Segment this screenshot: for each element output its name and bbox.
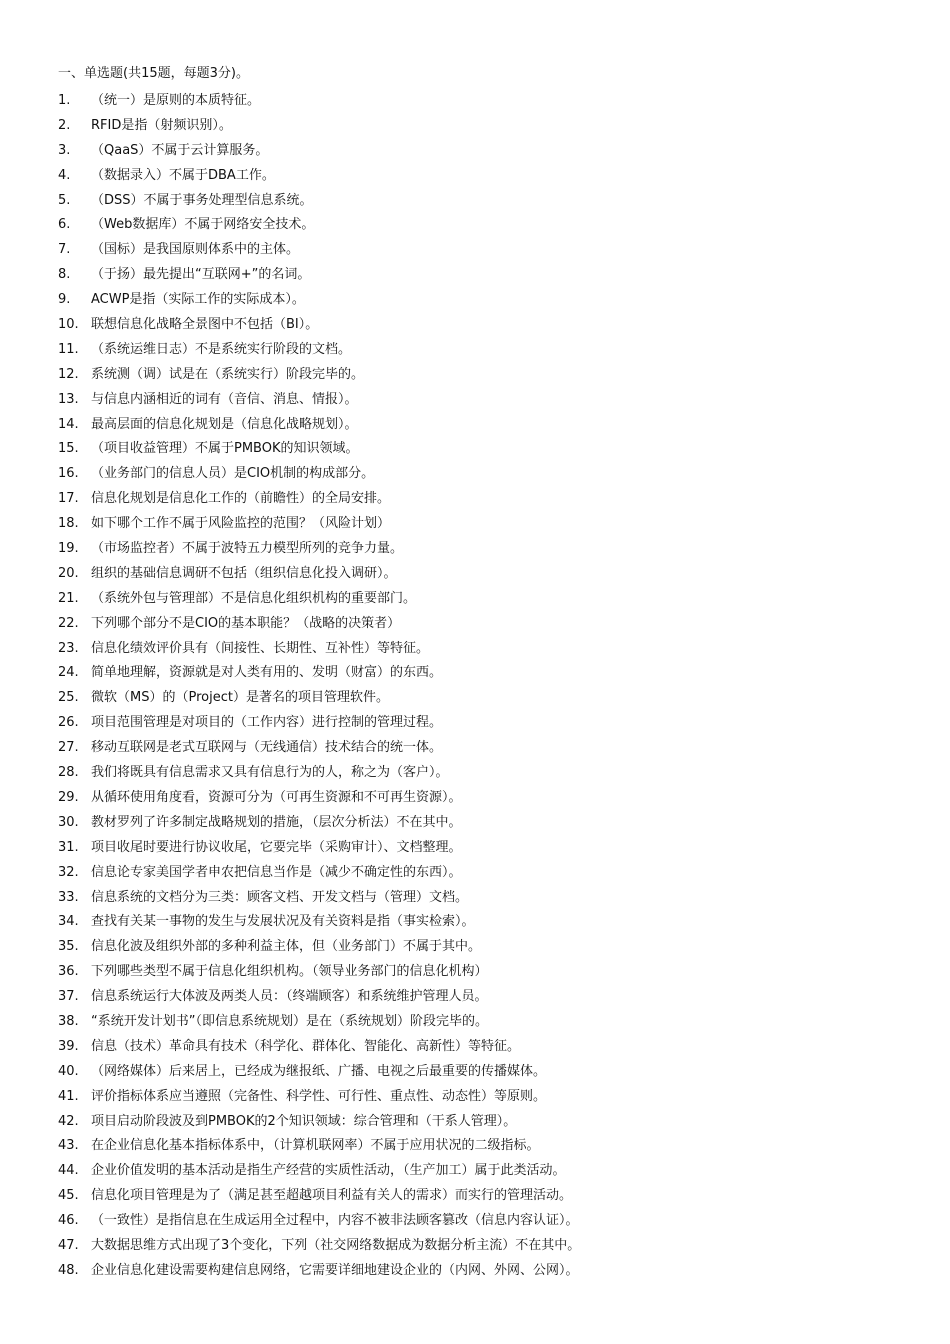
question-item [58,238,580,263]
question-item [58,1134,580,1159]
question-item [58,612,580,637]
question-item [58,164,580,189]
question-number: 24. [58,665,79,681]
question-number: 47. [58,1237,79,1253]
question-number: 38. [58,1013,79,1029]
question-item [58,985,580,1010]
question-number: 10. [58,317,79,333]
question-item [58,114,580,139]
question-item [58,562,580,587]
question-number: 23. [58,640,79,656]
question-text: 信息系统的文档分为三类：顾客文档、开发文档与（管理）文档。 [91,889,469,905]
question-text: （项目收益管理）不属于PMBOK的知识领域。 [91,441,359,457]
question-text: （统一）是原则的本质特征。 [91,93,261,108]
question-number: 48. [58,1262,79,1278]
question-text: 教材罗列了许多制定战略规划的措施，（层次分析法）不在其中。 [91,814,462,830]
question-text: （Web数据库）不属于网络安全技术。 [91,217,315,233]
question-text: 下列哪个部分不是CIO的基本职能？（战略的决策者） [91,615,401,631]
question-text: 信息论专家美国学者申农把信息当作是（减少不确定性的东西）。 [91,864,462,880]
question-number: 41. [58,1088,79,1104]
question-number: 42. [58,1113,79,1129]
question-number: 17. [58,491,79,507]
question-number: 5. [58,192,71,208]
question-item [58,313,580,338]
question-number: 43. [58,1138,79,1154]
question-text: （市场监控者）不属于波特五力模型所列的竞争力量。 [91,541,404,557]
question-list [58,89,580,1284]
question-text: 信息化绩效评价具有（间接性、长期性、互补性）等特征。 [91,640,430,656]
question-number: 26. [58,715,79,731]
question-item [58,811,580,836]
question-text: 信息（技术）革命具有技术（科学化、群体化、智能化、高新性）等特征。 [91,1038,521,1054]
question-text: （系统运维日志）不是系统实行阶段的文档。 [91,341,352,357]
question-number: 14. [58,416,79,432]
question-number: 3. [58,142,71,158]
question-item [58,537,580,562]
question-text: （国标）是我国原则体系中的主体。 [91,242,300,258]
question-item [58,1060,580,1085]
question-text: （业务部门的信息人员）是CIO机制的构成部分。 [91,466,375,482]
question-number: 13. [58,391,79,407]
question-text: 与信息内涵相近的词有（音信、消息、情报）。 [91,391,358,407]
question-number: 25. [58,690,79,706]
question-item [58,1209,580,1234]
question-number: 1. [58,93,71,108]
question-item [58,1234,580,1259]
question-number: 31. [58,839,79,855]
question-item [58,363,580,388]
question-item [58,462,580,487]
question-text: 微软（MS）的（Project）是著名的项目管理软件。 [91,690,389,706]
question-text: 信息化规划是信息化工作的（前瞻性）的全局安排。 [91,491,391,507]
question-text: 信息化项目管理是为了（满足甚至超越项目利益有关人的需求）而实行的管理活动。 [91,1188,573,1204]
question-text: 简单地理解，资源就是对人类有用的、发明（财富）的东西。 [91,665,443,681]
question-item [58,886,580,911]
question-item [58,213,580,238]
question-item [58,587,580,612]
question-number: 45. [58,1188,79,1204]
question-number: 46. [58,1213,79,1229]
question-number: 34. [58,914,79,930]
question-text: （数据录入）不属于DBA工作。 [91,167,275,183]
question-number: 19. [58,541,79,557]
question-number: 22. [58,615,79,631]
question-text: RFID是指（射频识别）。 [91,117,232,133]
question-text: “系统开发计划书”（即信息系统规划）是在（系统规划）阶段完毕的。 [91,1013,488,1029]
question-item [58,637,580,662]
question-item [58,960,580,985]
question-item [58,263,580,288]
question-number: 16. [58,466,79,482]
question-number: 29. [58,789,79,805]
question-item [58,761,580,786]
question-number: 8. [58,267,71,283]
question-item [58,189,580,214]
question-item [58,338,580,363]
question-text: 评价指标体系应当遵照（完备性、科学性、可行性、重点性、动态性）等原则。 [91,1088,547,1104]
question-text: ACWP是指（实际工作的实际成本）。 [91,292,305,308]
question-text: 项目范围管理是对项目的（工作内容）进行控制的管理过程。 [91,715,443,731]
question-number: 37. [58,989,79,1005]
question-text: 从循环使用角度看，资源可分为（可再生资源和不可再生资源）。 [91,789,462,805]
question-number: 44. [58,1163,79,1179]
question-number: 20. [58,565,79,581]
question-item [58,711,580,736]
question-item [58,861,580,886]
question-number: 35. [58,939,79,955]
question-text: （DSS）不属于事务处理型信息系统。 [91,192,313,208]
question-text: 查找有关某一事物的发生与发展状况及有关资料是指（事实检索）。 [91,914,475,930]
question-text: 我们将既具有信息需求又具有信息行为的人，称之为（客户）。 [91,765,449,781]
question-number: 39. [58,1038,79,1054]
question-text: 大数据思维方式出现了3个变化，下列（社交网络数据成为数据分析主流）不在其中。 [91,1237,581,1253]
question-item [58,1110,580,1135]
question-number: 4. [58,167,71,183]
question-number: 11. [58,341,79,357]
question-number: 2. [58,117,71,133]
question-text: 项目收尾时要进行协议收尾，它要完毕（采购审计）、文档整理。 [91,839,462,855]
question-text: （一致性）是指信息在生成运用全过程中，内容不被非法顾客篡改（信息内容认证）。 [91,1213,579,1229]
question-item [58,512,580,537]
question-number: 9. [58,292,71,308]
question-text: 在企业信息化基本指标体系中，（计算机联网率）不属于应用状况的二级指标。 [91,1138,540,1154]
question-item [58,437,580,462]
question-number: 18. [58,516,79,532]
question-item [58,786,580,811]
question-text: 系统测（调）试是在（系统实行）阶段完毕的。 [91,366,365,382]
question-number: 33. [58,889,79,905]
question-number: 32. [58,864,79,880]
question-number: 6. [58,217,71,233]
question-item [58,1184,580,1209]
question-item [58,686,580,711]
section-heading: 一、单选题(共15题，每题3分)。 [58,66,249,81]
question-number: 15. [58,441,79,457]
question-number: 27. [58,740,79,756]
question-number: 28. [58,765,79,781]
question-text: 下列哪些类型不属于信息化组织机构。（领导业务部门的信息化机构） [91,964,488,980]
question-text: 移动互联网是老式互联网与（无线通信）技术结合的统一体。 [91,740,443,756]
question-text: 信息化波及组织外部的多种利益主体，但（业务部门）不属于其中。 [91,939,482,955]
question-item [58,413,580,438]
question-text: 联想信息化战略全景图中不包括（BI）。 [91,317,319,333]
question-text: 企业价值发明的基本活动是指生产经营的实质性活动，（生产加工）属于此类活动。 [91,1163,566,1179]
question-item [58,388,580,413]
question-item [58,89,580,114]
question-text: 组织的基础信息调研不包括（组织信息化投入调研）。 [91,565,397,581]
question-number: 21. [58,590,79,606]
question-number: 12. [58,366,79,382]
question-text: 最高层面的信息化规划是（信息化战略规划）。 [91,416,358,432]
question-item [58,910,580,935]
question-text: 项目启动阶段波及到PMBOK的2个知识领域：综合管理和（干系人管理）。 [91,1113,517,1129]
question-item [58,139,580,164]
question-text: （于扬）最先提出“互联网+”的名词。 [91,267,311,283]
question-item [58,1010,580,1035]
question-item [58,836,580,861]
question-number: 7. [58,242,71,258]
question-item [58,1085,580,1110]
question-number: 40. [58,1063,79,1079]
question-text: （系统外包与管理部）不是信息化组织机构的重要部门。 [91,590,417,606]
question-text: （网络媒体）后来居上，已经成为继报纸、广播、电视之后最重要的传播媒体。 [91,1063,547,1079]
question-item [58,1259,580,1284]
question-item [58,661,580,686]
question-text: （QaaS）不属于云计算服务。 [91,142,269,158]
question-item [58,736,580,761]
question-item [58,487,580,512]
question-item [58,935,580,960]
question-text: 企业信息化建设需要构建信息网络，它需要详细地建设企业的（内网、外网、公网）。 [91,1262,579,1278]
question-item [58,288,580,313]
question-item [58,1159,580,1184]
question-item [58,1035,580,1060]
question-text: 如下哪个工作不属于风险监控的范围？（风险计划） [91,516,391,532]
question-number: 30. [58,814,79,830]
question-text: 信息系统运行大体波及两类人员：（终端顾客）和系统维护管理人员。 [91,989,488,1005]
question-number: 36. [58,964,79,980]
